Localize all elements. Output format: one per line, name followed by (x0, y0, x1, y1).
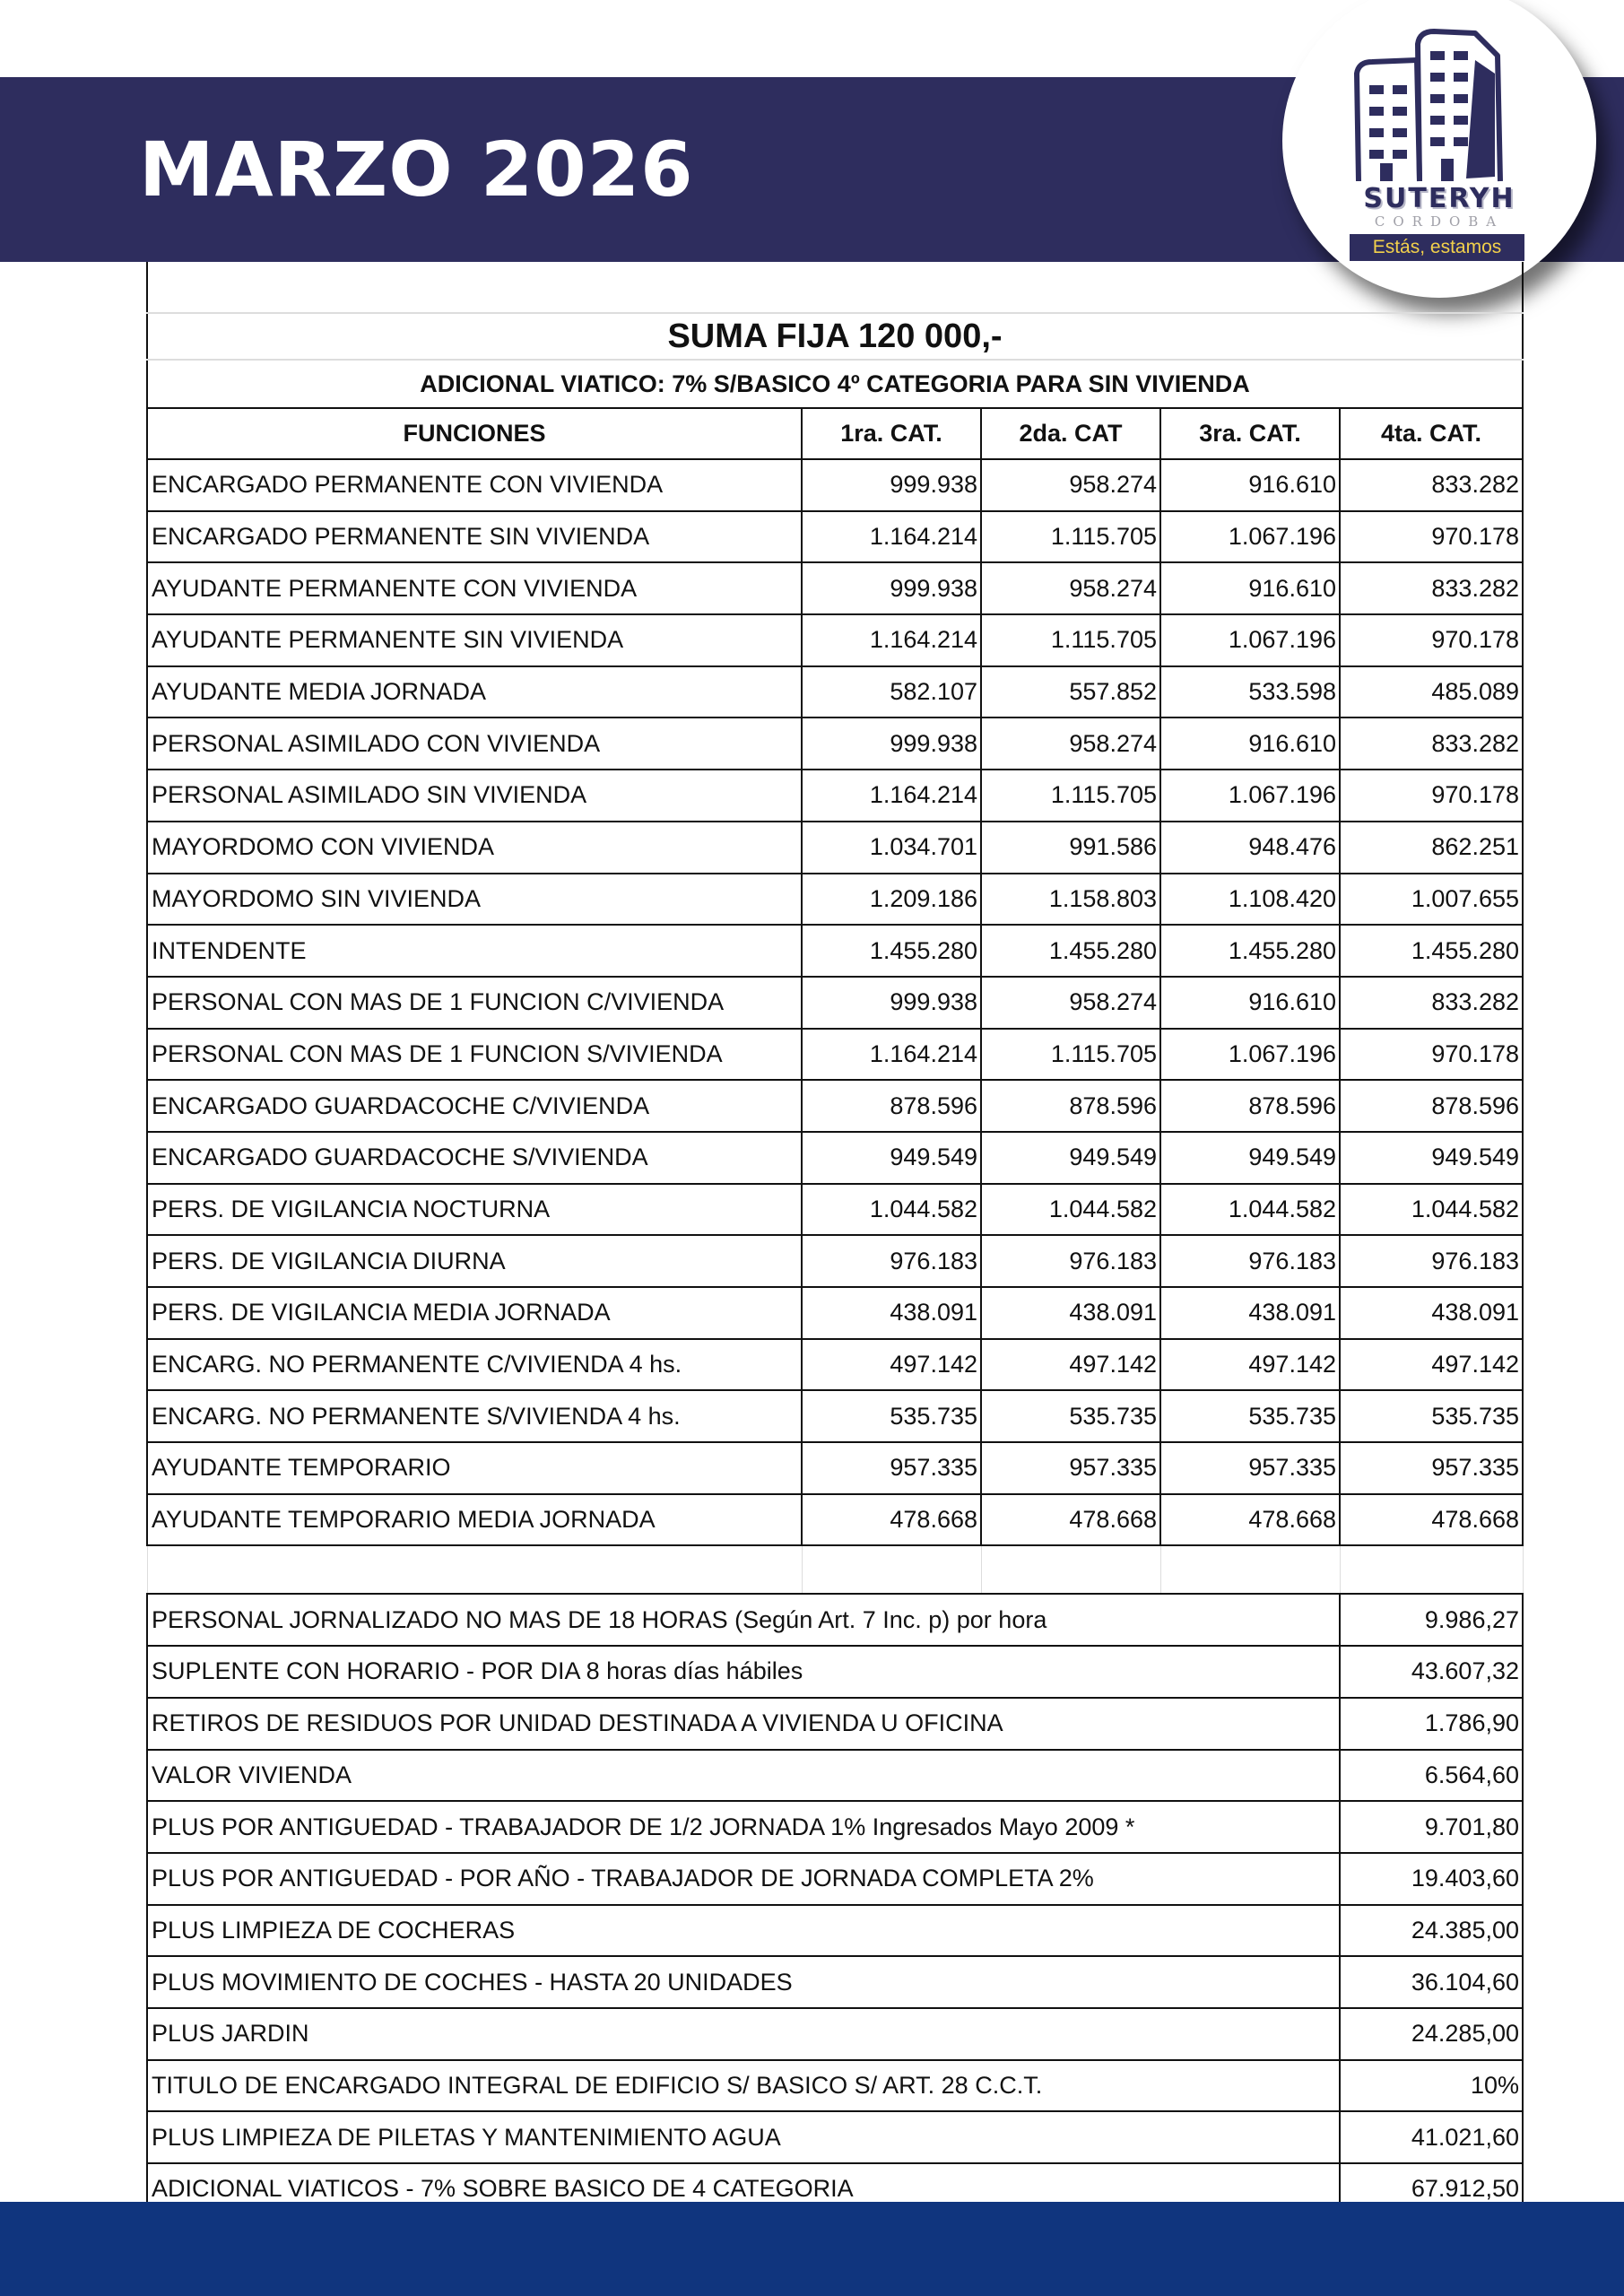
funcion-cell: ENCARG. NO PERMANENTE C/VIVIENDA 4 hs. (147, 1339, 802, 1391)
table-header-row (147, 408, 1523, 459)
valor-cell: 1.786,90 (1340, 1698, 1523, 1750)
salary-cell-cat4: 833.282 (1340, 562, 1523, 614)
funcion-cell: PERS. DE VIGILANCIA DIURNA (147, 1235, 802, 1287)
funcion-cell: AYUDANTE PERMANENTE CON VIVIENDA (147, 562, 802, 614)
salary-cell-cat3: 949.549 (1160, 1132, 1340, 1184)
valor-cell: 43.607,32 (1340, 1646, 1523, 1698)
salary-cell-cat1: 1.044.582 (802, 1184, 981, 1236)
funcion-cell: PERSONAL ASIMILADO CON VIVIENDA (147, 718, 802, 770)
extra-row (147, 1594, 1523, 1646)
column-header-cat2: 2da. CAT (981, 408, 1160, 459)
salary-cell-cat2: 1.115.705 (981, 770, 1160, 822)
extra-row (147, 1646, 1523, 1698)
salary-cell-cat2: 958.274 (981, 977, 1160, 1029)
salary-cell-cat1: 535.735 (802, 1390, 981, 1442)
funcion-cell: PERSONAL CON MAS DE 1 FUNCION S/VIVIENDA (147, 1029, 802, 1081)
salary-cell-cat4: 478.668 (1340, 1494, 1523, 1546)
salary-cell-cat2: 957.335 (981, 1442, 1160, 1494)
table-row (147, 770, 1523, 822)
table-row (147, 718, 1523, 770)
salary-cell-cat1: 878.596 (802, 1080, 981, 1132)
salary-cell-cat1: 1.209.186 (802, 874, 981, 926)
valor-cell: 9.701,80 (1340, 1801, 1523, 1853)
salary-cell-cat3: 878.596 (1160, 1080, 1340, 1132)
logo-name: SUTERYH (1363, 183, 1515, 214)
extra-row (147, 1905, 1523, 1957)
salary-cell-cat4: 862.251 (1340, 822, 1523, 874)
salary-cell-cat4: 535.735 (1340, 1390, 1523, 1442)
salary-cell-cat2: 1.115.705 (981, 1029, 1160, 1081)
salary-cell-cat1: 999.938 (802, 459, 981, 511)
salary-cell-cat3: 1.067.196 (1160, 511, 1340, 563)
salary-cell-cat2: 949.549 (981, 1132, 1160, 1184)
salary-cell-cat1: 949.549 (802, 1132, 981, 1184)
salary-cell-cat2: 976.183 (981, 1235, 1160, 1287)
salary-cell-cat1: 999.938 (802, 562, 981, 614)
salary-cell-cat3: 916.610 (1160, 562, 1340, 614)
salary-cell-cat3: 438.091 (1160, 1287, 1340, 1339)
salary-cell-cat2: 1.044.582 (981, 1184, 1160, 1236)
funcion-cell: PERS. DE VIGILANCIA NOCTURNA (147, 1184, 802, 1236)
extra-row (147, 1801, 1523, 1853)
table-row (147, 511, 1523, 563)
salary-cell-cat4: 970.178 (1340, 1029, 1523, 1081)
concepto-cell: PLUS LIMPIEZA DE PILETAS Y MANTENIMIENTO AGUA (147, 2111, 1340, 2163)
salary-cell-cat4: 833.282 (1340, 718, 1523, 770)
salary-cell-cat2: 991.586 (981, 822, 1160, 874)
table-row (147, 1442, 1523, 1494)
salary-cell-cat4: 878.596 (1340, 1080, 1523, 1132)
table-row (147, 925, 1523, 977)
funcion-cell: AYUDANTE PERMANENTE SIN VIVIENDA (147, 614, 802, 666)
table-row (147, 1029, 1523, 1081)
salary-cell-cat2: 958.274 (981, 718, 1160, 770)
salary-cell-cat1: 582.107 (802, 666, 981, 718)
salary-cell-cat4: 1.007.655 (1340, 874, 1523, 926)
salary-cell-cat2: 1.115.705 (981, 614, 1160, 666)
extra-row (147, 2060, 1523, 2112)
funcion-cell: ENCARGADO GUARDACOCHE C/VIVIENDA (147, 1080, 802, 1132)
concepto-cell: VALOR VIVIENDA (147, 1750, 1340, 1802)
salary-table (146, 262, 1524, 2216)
salary-cell-cat3: 1.108.420 (1160, 874, 1340, 926)
table-row (147, 1235, 1523, 1287)
salary-cell-cat4: 1.044.582 (1340, 1184, 1523, 1236)
logo-city: CORDOBA (1374, 213, 1505, 230)
valor-cell: 9.986,27 (1340, 1594, 1523, 1646)
concepto-cell: PERSONAL JORNALIZADO NO MAS DE 18 HORAS (Según Art. 7 Inc. p) por hora (147, 1594, 1340, 1646)
buildings-icon (1341, 24, 1538, 186)
concepto-cell: PLUS LIMPIEZA DE COCHERAS (147, 1905, 1340, 1957)
spacer-row (147, 1545, 1523, 1594)
concepto-cell: TITULO DE ENCARGADO INTEGRAL DE EDIFICIO S/ BASICO S/ ART. 28 C.C.T. (147, 2060, 1340, 2112)
column-header-funciones: FUNCIONES (147, 408, 802, 459)
salary-cell-cat3: 478.668 (1160, 1494, 1340, 1546)
table-row (147, 1132, 1523, 1184)
salary-cell-cat1: 976.183 (802, 1235, 981, 1287)
salary-cell-cat2: 878.596 (981, 1080, 1160, 1132)
funcion-cell: ENCARGADO PERMANENTE SIN VIVIENDA (147, 511, 802, 563)
column-header-cat1: 1ra. CAT. (802, 408, 981, 459)
salary-cell-cat2: 958.274 (981, 459, 1160, 511)
extra-row (147, 1853, 1523, 1905)
concepto-cell: PLUS POR ANTIGUEDAD - TRABAJADOR DE 1/2 JORNADA 1% Ingresados Mayo 2009 * (147, 1801, 1340, 1853)
funcion-cell: AYUDANTE MEDIA JORNADA (147, 666, 802, 718)
table-row (147, 1080, 1523, 1132)
funcion-cell: ENCARGADO GUARDACOCHE S/VIVIENDA (147, 1132, 802, 1184)
salary-cell-cat1: 1.034.701 (802, 822, 981, 874)
concepto-cell: ADICIONAL VIATICOS - 7% SOBRE BASICO DE 4 CATEGORIA (147, 2163, 1340, 2215)
salary-cell-cat1: 999.938 (802, 718, 981, 770)
salary-cell-cat1: 1.164.214 (802, 614, 981, 666)
salary-cell-cat3: 916.610 (1160, 977, 1340, 1029)
funcion-cell: AYUDANTE TEMPORARIO MEDIA JORNADA (147, 1494, 802, 1546)
salary-cell-cat3: 533.598 (1160, 666, 1340, 718)
funcion-cell: MAYORDOMO SIN VIVIENDA (147, 874, 802, 926)
salary-cell-cat2: 438.091 (981, 1287, 1160, 1339)
column-header-cat4: 4ta. CAT. (1340, 408, 1523, 459)
salary-cell-cat3: 1.067.196 (1160, 1029, 1340, 1081)
table-row (147, 1494, 1523, 1546)
table-row (147, 666, 1523, 718)
salary-cell-cat3: 497.142 (1160, 1339, 1340, 1391)
salary-cell-cat4: 438.091 (1340, 1287, 1523, 1339)
funcion-cell: INTENDENTE (147, 925, 802, 977)
concepto-cell: PLUS MOVIMIENTO DE COCHES - HASTA 20 UNIDADES (147, 1956, 1340, 2008)
extra-row (147, 2111, 1523, 2163)
salary-cell-cat2: 497.142 (981, 1339, 1160, 1391)
table-row (147, 1390, 1523, 1442)
salary-cell-cat4: 1.455.280 (1340, 925, 1523, 977)
salary-cell-cat1: 1.164.214 (802, 770, 981, 822)
salary-cell-cat4: 976.183 (1340, 1235, 1523, 1287)
table-row (147, 1287, 1523, 1339)
salary-cell-cat1: 478.668 (802, 1494, 981, 1546)
table-row (147, 614, 1523, 666)
column-header-cat3: 3ra. CAT. (1160, 408, 1340, 459)
funcion-cell: PERSONAL CON MAS DE 1 FUNCION C/VIVIENDA (147, 977, 802, 1029)
valor-cell: 67.912,50 (1340, 2163, 1523, 2215)
concepto-cell: PLUS JARDIN (147, 2008, 1340, 2060)
valor-cell: 6.564,60 (1340, 1750, 1523, 1802)
salary-cell-cat4: 497.142 (1340, 1339, 1523, 1391)
sheet-subtitle: ADICIONAL VIATICO: 7% S/BASICO 4º CATEGORIA PARA SIN VIVIENDA (147, 360, 1523, 408)
funcion-cell: PERS. DE VIGILANCIA MEDIA JORNADA (147, 1287, 802, 1339)
funcion-cell: ENCARGADO PERMANENTE CON VIVIENDA (147, 459, 802, 511)
table-row (147, 977, 1523, 1029)
salary-cell-cat4: 833.282 (1340, 977, 1523, 1029)
table-row (147, 1339, 1523, 1391)
salary-cell-cat3: 1.067.196 (1160, 614, 1340, 666)
logo-slogan: Estás, estamos (1350, 234, 1524, 261)
funcion-cell: PERSONAL ASIMILADO SIN VIVIENDA (147, 770, 802, 822)
valor-cell: 19.403,60 (1340, 1853, 1523, 1905)
concepto-cell: RETIROS DE RESIDUOS POR UNIDAD DESTINADA A VIVIENDA U OFICINA (147, 1698, 1340, 1750)
table-row (147, 459, 1523, 511)
valor-cell: 41.021,60 (1340, 2111, 1523, 2163)
funcion-cell: AYUDANTE TEMPORARIO (147, 1442, 802, 1494)
extra-row (147, 1750, 1523, 1802)
valor-cell: 24.285,00 (1340, 2008, 1523, 2060)
salary-cell-cat3: 976.183 (1160, 1235, 1340, 1287)
salary-cell-cat2: 958.274 (981, 562, 1160, 614)
sheet-title: SUMA FIJA 120 000,- (147, 313, 1523, 360)
salary-cell-cat4: 970.178 (1340, 770, 1523, 822)
salary-cell-cat2: 557.852 (981, 666, 1160, 718)
valor-cell: 36.104,60 (1340, 1956, 1523, 2008)
salary-cell-cat1: 1.164.214 (802, 1029, 981, 1081)
salary-cell-cat1: 1.164.214 (802, 511, 981, 563)
extra-row (147, 1698, 1523, 1750)
salary-cell-cat1: 1.455.280 (802, 925, 981, 977)
salary-cell-cat3: 1.044.582 (1160, 1184, 1340, 1236)
salary-cell-cat2: 1.115.705 (981, 511, 1160, 563)
footer-band (0, 2202, 1624, 2296)
salary-cell-cat2: 1.158.803 (981, 874, 1160, 926)
salary-cell-cat4: 833.282 (1340, 459, 1523, 511)
salary-cell-cat2: 535.735 (981, 1390, 1160, 1442)
salary-cell-cat2: 1.455.280 (981, 925, 1160, 977)
table-row (147, 562, 1523, 614)
extra-row (147, 1956, 1523, 2008)
valor-cell: 10% (1340, 2060, 1523, 2112)
salary-cell-cat3: 916.610 (1160, 459, 1340, 511)
title-row (147, 313, 1523, 360)
table-row (147, 1184, 1523, 1236)
salary-cell-cat3: 948.476 (1160, 822, 1340, 874)
subtitle-row (147, 360, 1523, 408)
salary-cell-cat4: 957.335 (1340, 1442, 1523, 1494)
salary-cell-cat4: 949.549 (1340, 1132, 1523, 1184)
salary-cell-cat1: 957.335 (802, 1442, 981, 1494)
salary-cell-cat1: 497.142 (802, 1339, 981, 1391)
salary-sheet (146, 262, 1522, 2216)
table-row (147, 822, 1523, 874)
funcion-cell: MAYORDOMO CON VIVIENDA (147, 822, 802, 874)
salary-cell-cat4: 970.178 (1340, 614, 1523, 666)
salary-cell-cat4: 970.178 (1340, 511, 1523, 563)
salary-cell-cat3: 957.335 (1160, 1442, 1340, 1494)
salary-cell-cat3: 535.735 (1160, 1390, 1340, 1442)
salary-cell-cat3: 1.455.280 (1160, 925, 1340, 977)
salary-cell-cat3: 916.610 (1160, 718, 1340, 770)
concepto-cell: PLUS POR ANTIGUEDAD - POR AÑO - TRABAJADOR DE JORNADA COMPLETA 2% (147, 1853, 1340, 1905)
funcion-cell: ENCARG. NO PERMANENTE S/VIVIENDA 4 hs. (147, 1390, 802, 1442)
salary-cell-cat4: 485.089 (1340, 666, 1523, 718)
blank-row (147, 262, 1523, 313)
salary-cell-cat1: 999.938 (802, 977, 981, 1029)
extra-row (147, 2008, 1523, 2060)
concepto-cell: SUPLENTE CON HORARIO - POR DIA 8 horas días hábiles (147, 1646, 1340, 1698)
table-row (147, 874, 1523, 926)
salary-cell-cat2: 478.668 (981, 1494, 1160, 1546)
valor-cell: 24.385,00 (1340, 1905, 1523, 1957)
salary-cell-cat1: 438.091 (802, 1287, 981, 1339)
page-title: MARZO 2026 (139, 126, 694, 213)
salary-cell-cat3: 1.067.196 (1160, 770, 1340, 822)
